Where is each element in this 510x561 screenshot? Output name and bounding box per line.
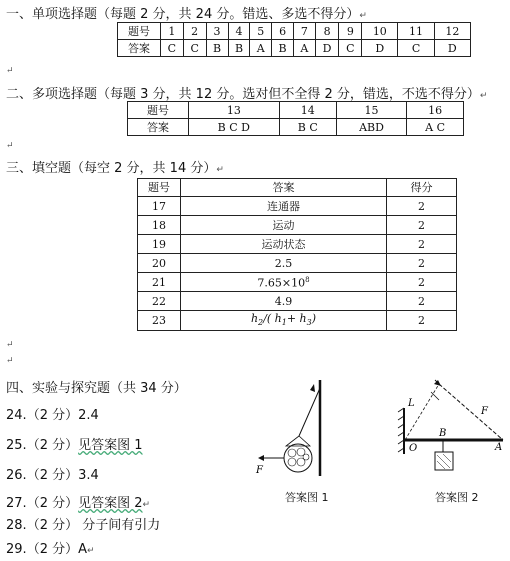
list-item bbox=[6, 492, 150, 511]
s1-ans: A bbox=[250, 40, 272, 57]
s2-ans: A C bbox=[407, 119, 464, 136]
paragraph-mark: ↵ bbox=[6, 340, 14, 350]
s2-num: 16 bbox=[407, 102, 464, 119]
list-item bbox=[6, 434, 143, 453]
item-number: 27. bbox=[6, 496, 27, 511]
section1-answer-label: 答案 bbox=[118, 40, 161, 57]
section4-title: 四、实验与探究题（共 34 分） bbox=[6, 381, 187, 396]
s2-num: 13 bbox=[189, 102, 280, 119]
string-arrow bbox=[310, 384, 315, 392]
row-score: 2 bbox=[387, 216, 457, 235]
s1-ans: B bbox=[228, 40, 250, 57]
s1-num: 10 bbox=[362, 23, 398, 40]
figure2-diagram bbox=[395, 378, 510, 486]
table-row bbox=[138, 311, 457, 331]
row-answer: 4.9 bbox=[181, 292, 387, 311]
answer-base: 7.65×10 bbox=[257, 276, 306, 290]
figure2-caption: 答案图 2 bbox=[435, 491, 479, 504]
section2-table bbox=[127, 101, 464, 136]
row-score: 2 bbox=[387, 273, 457, 292]
row-number: 20 bbox=[138, 254, 181, 273]
paragraph-mark: ↵ bbox=[479, 91, 488, 101]
s1-num: 3 bbox=[206, 23, 228, 40]
section2-answer-label: 答案 bbox=[128, 119, 189, 136]
s2-num: 15 bbox=[336, 102, 406, 119]
section3-header-row bbox=[138, 179, 457, 197]
table-row bbox=[138, 216, 457, 235]
formula-sub: 1 bbox=[281, 318, 287, 328]
row-number: 21 bbox=[138, 273, 181, 292]
section1-title-text: 一、单项选择题（每题 2 分，共 24 分。错选、多选不得分） bbox=[6, 7, 360, 22]
list-item bbox=[6, 514, 160, 533]
list-item bbox=[6, 464, 99, 483]
point-b-label: B bbox=[439, 428, 447, 439]
formula-part: + h bbox=[286, 312, 307, 325]
formula-part: h bbox=[250, 312, 259, 325]
item-score: （2 分） bbox=[26, 438, 79, 453]
section1-header-label: 题号 bbox=[118, 23, 161, 40]
s1-num: 7 bbox=[294, 23, 316, 40]
section1-title bbox=[6, 3, 367, 22]
ball bbox=[288, 458, 296, 466]
section2-answer-row bbox=[128, 119, 464, 136]
s1-ans: C bbox=[161, 40, 184, 57]
force-label: F bbox=[256, 465, 263, 476]
s2-num: 14 bbox=[279, 102, 336, 119]
s1-ans: B bbox=[272, 40, 294, 57]
s1-num: 1 bbox=[161, 23, 184, 40]
col-number-header: 题号 bbox=[138, 179, 181, 197]
table-row bbox=[138, 235, 457, 254]
s1-ans: B bbox=[206, 40, 228, 57]
arm-label: L bbox=[408, 398, 415, 409]
ball bbox=[288, 449, 296, 457]
rope-arrow bbox=[434, 380, 441, 386]
item-answer: 分子间有引力 bbox=[78, 518, 161, 533]
s1-num: 2 bbox=[183, 23, 206, 40]
row-number: 17 bbox=[138, 197, 181, 216]
section3-title-text: 三、填空题（每空 2 分，共 14 分） bbox=[6, 161, 217, 176]
row-number: 22 bbox=[138, 292, 181, 311]
section1-answer-row bbox=[118, 40, 471, 57]
section2-title-text: 二、多项选择题（每题 3 分，共 12 分。选对但不全得 2 分，错选，不选不得分） bbox=[6, 87, 480, 102]
s1-num: 11 bbox=[398, 23, 434, 40]
force-label: F bbox=[481, 406, 488, 417]
table-row bbox=[138, 292, 457, 311]
item-answer: 见答案图 2 bbox=[78, 496, 143, 511]
list-item bbox=[6, 538, 95, 557]
item-number: 26. bbox=[6, 468, 27, 483]
item-number: 24. bbox=[6, 408, 27, 423]
item-score: （2 分） bbox=[26, 496, 79, 511]
table-row bbox=[138, 273, 457, 292]
item-score: （2 分） bbox=[26, 408, 79, 423]
item-answer: A bbox=[78, 542, 87, 557]
item-number: 29. bbox=[6, 542, 27, 557]
col-answer-header: 答案 bbox=[181, 179, 387, 197]
answer-exponent: 8 bbox=[305, 276, 310, 285]
figure1-caption: 答案图 1 bbox=[285, 491, 329, 504]
s1-num: 8 bbox=[315, 23, 339, 40]
row-score: 2 bbox=[387, 235, 457, 254]
paragraph-mark: ↵ bbox=[6, 356, 14, 366]
row-answer: 运动 bbox=[181, 216, 387, 235]
row-answer: 连通器 bbox=[181, 197, 387, 216]
force-arrowhead bbox=[258, 455, 264, 461]
point-a-label: A bbox=[495, 442, 503, 453]
row-score: 2 bbox=[387, 311, 457, 331]
formula-sub: 3 bbox=[306, 318, 312, 328]
formula-sub: 2 bbox=[258, 318, 264, 328]
s1-ans: A bbox=[294, 40, 316, 57]
row-number: 19 bbox=[138, 235, 181, 254]
item-number: 28. bbox=[6, 518, 27, 533]
item-score: （2 分） bbox=[26, 468, 79, 483]
paragraph-mark: ↵ bbox=[6, 141, 14, 151]
s1-num: 12 bbox=[434, 23, 470, 40]
list-item bbox=[6, 404, 99, 423]
row-answer: 2.5 bbox=[181, 254, 387, 273]
perpendicular-mark bbox=[431, 392, 439, 400]
pivot-o-label: O bbox=[409, 443, 418, 454]
row-number: 23 bbox=[138, 311, 181, 331]
item-answer: 见答案图 1 bbox=[78, 438, 143, 453]
string-line bbox=[299, 388, 320, 436]
s1-ans: C bbox=[398, 40, 434, 57]
s1-num: 9 bbox=[339, 23, 362, 40]
figure1-diagram bbox=[248, 378, 328, 478]
item-score: （2 分） bbox=[26, 518, 79, 533]
row-score: 2 bbox=[387, 254, 457, 273]
row-number: 18 bbox=[138, 216, 181, 235]
ball bbox=[303, 454, 309, 460]
table-row bbox=[138, 254, 457, 273]
force-line bbox=[439, 384, 503, 440]
item-score: （2 分） bbox=[26, 542, 79, 557]
s1-ans: D bbox=[315, 40, 339, 57]
s2-ans: B C D bbox=[189, 119, 280, 136]
item-answer: 3.4 bbox=[78, 468, 99, 483]
formula-part: /( h bbox=[263, 312, 282, 325]
section3-table bbox=[137, 178, 457, 331]
paragraph-mark: ↵ bbox=[359, 11, 367, 21]
s1-ans: D bbox=[434, 40, 470, 57]
s1-num: 5 bbox=[250, 23, 272, 40]
paragraph-mark: ↵ bbox=[6, 66, 14, 76]
s2-ans: B C bbox=[279, 119, 336, 136]
s1-ans: C bbox=[339, 40, 362, 57]
s1-ans: D bbox=[362, 40, 398, 57]
s1-num: 4 bbox=[228, 23, 250, 40]
section3-title bbox=[6, 157, 224, 176]
col-score-header: 得分 bbox=[387, 179, 457, 197]
lever-arm-line bbox=[405, 384, 439, 440]
item-number: 25. bbox=[6, 438, 27, 453]
section2-title bbox=[6, 83, 487, 102]
s2-ans: ABD bbox=[336, 119, 406, 136]
row-answer: 运动状态 bbox=[181, 235, 387, 254]
section2-number-row bbox=[128, 102, 464, 119]
item-answer: 2.4 bbox=[78, 408, 99, 423]
paragraph-mark: ↵ bbox=[142, 500, 151, 510]
ball-bag bbox=[284, 444, 312, 472]
s1-num: 6 bbox=[272, 23, 294, 40]
table-row bbox=[138, 197, 457, 216]
paragraph-mark: ↵ bbox=[87, 546, 95, 556]
row-answer bbox=[181, 273, 387, 292]
row-answer bbox=[181, 311, 387, 331]
row-score: 2 bbox=[387, 292, 457, 311]
section1-table bbox=[117, 22, 471, 57]
s1-ans: C bbox=[183, 40, 206, 57]
row-score: 2 bbox=[387, 197, 457, 216]
section2-header-label: 题号 bbox=[128, 102, 189, 119]
formula-part: ) bbox=[311, 312, 317, 325]
paragraph-mark: ↵ bbox=[216, 165, 224, 175]
section1-number-row bbox=[118, 23, 471, 40]
